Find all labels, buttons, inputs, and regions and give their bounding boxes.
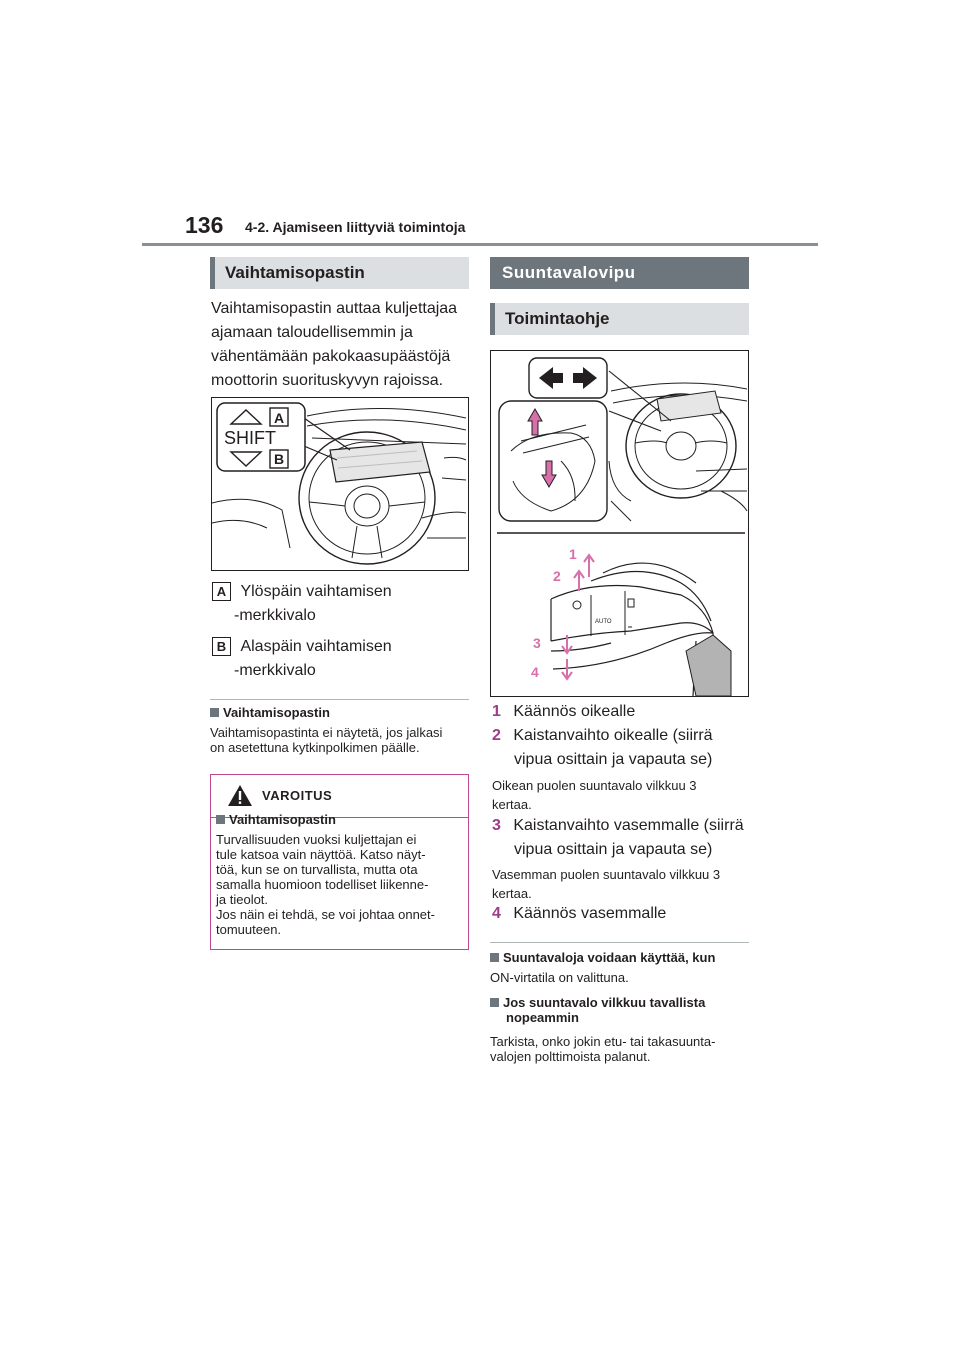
legend-item-b <box>212 635 392 683</box>
warning-text <box>216 832 435 937</box>
warning-line: Jos näin ei tehdä, se voi johtaa onnet- <box>216 907 435 922</box>
warning-heading <box>216 812 336 827</box>
notes-divider <box>490 942 749 943</box>
header-divider <box>142 243 818 246</box>
right-title-bar <box>490 257 749 289</box>
step-4 <box>492 902 666 926</box>
square-bullet-icon <box>490 998 499 1007</box>
figure-callout-b: B <box>274 451 285 467</box>
legend-item-a <box>212 580 392 628</box>
step-1 <box>492 700 635 724</box>
note-line: Vaihtamisopastinta ei näytetä, jos jalkasi <box>210 725 443 740</box>
note-text <box>490 1034 715 1064</box>
step-note-line: kertaa. <box>492 886 532 901</box>
warning-line: samalla huomioon todelliset liikenne- <box>216 877 429 892</box>
left-title-bar <box>210 257 469 289</box>
left-intro <box>211 297 457 393</box>
intro-line: moottorin suorituskyvyn rajoissa. <box>211 372 444 389</box>
turn-signal-illustration <box>491 351 748 696</box>
step-text: Käännös oikealle <box>513 703 636 720</box>
note-divider <box>210 699 469 700</box>
figure-number-2: 2 <box>553 568 561 584</box>
step-note-line: Vasemman puolen suuntavalo vilkkuu 3 <box>492 867 721 882</box>
warning-line: Turvallisuuden vuoksi kuljettajan ei <box>216 832 417 847</box>
step-text: Kaistanvaihto oikealle (siirrä <box>513 727 713 744</box>
note-heading <box>210 705 330 720</box>
warning-triangle-icon <box>227 784 253 807</box>
step-number: 1 <box>492 703 501 720</box>
legend-key-a: A <box>212 582 231 601</box>
step-text: vipua osittain ja vapauta se) <box>514 841 713 858</box>
legend-key-b: B <box>212 637 231 656</box>
square-bullet-icon <box>490 953 499 962</box>
step-3 <box>492 814 744 862</box>
note-text <box>210 725 442 755</box>
step-note-line: kertaa. <box>492 797 532 812</box>
note-text: ON-virtatila on valittuna. <box>490 970 629 985</box>
figure-number-4: 4 <box>531 664 539 680</box>
page-number: 136 <box>185 212 224 238</box>
figure-number-1: 1 <box>569 546 577 562</box>
right-subtitle-bar <box>490 303 749 335</box>
figure-callout-a: A <box>274 410 285 426</box>
section-title: 4-2. Ajamiseen liittyviä toimintoja <box>245 219 466 235</box>
note-line: on asetettuna kytkinpolkimen päälle. <box>210 740 420 755</box>
shift-label: SHIFT <box>224 428 276 448</box>
note-heading-text: Jos suuntavalo vilkkuu tavallista <box>503 995 706 1010</box>
step-text: vipua osittain ja vapauta se) <box>514 751 713 768</box>
shift-indicator-figure <box>211 397 469 571</box>
right-title: Suuntavalovipu <box>502 263 636 282</box>
step-2-note <box>492 776 697 814</box>
right-subtitle: Toimintaohje <box>505 309 610 328</box>
legend-text: Ylöspäin vaihtamisen <box>240 583 392 600</box>
note-heading-text: Vaihtamisopastin <box>223 705 330 720</box>
legend-text: Alaspäin vaihtamisen <box>240 638 392 655</box>
warning-box <box>210 774 469 950</box>
step-number: 2 <box>492 727 501 744</box>
intro-line: ajamaan taloudellisemmin ja <box>211 324 413 341</box>
warning-line: töä, kun se on turvallista, mutta ota <box>216 862 418 877</box>
warning-title: VAROITUS <box>262 788 333 803</box>
step-text: Kaistanvaihto vasemmalle (siirrä <box>513 817 744 834</box>
intro-line: vähentämään pakokaasupäästöjä <box>211 348 451 365</box>
dashboard-illustration <box>212 398 468 570</box>
square-bullet-icon <box>216 815 225 824</box>
note-heading-text: Suuntavaloja voidaan käyttää, kun <box>503 950 716 965</box>
step-text: Käännös vasemmalle <box>513 905 667 922</box>
note-heading-text: nopeammin <box>506 1010 579 1025</box>
note-line: Tarkista, onko jokin etu- tai takasuunta- <box>490 1034 716 1049</box>
legend-text: -merkkivalo <box>234 662 316 679</box>
turn-signal-figure <box>490 350 749 697</box>
square-bullet-icon <box>210 708 219 717</box>
left-title: Vaihtamisopastin <box>225 263 365 282</box>
intro-line: Vaihtamisopastin auttaa kuljettajaa <box>211 300 458 317</box>
step-3-note <box>492 865 720 903</box>
figure-number-3: 3 <box>533 635 541 651</box>
warning-line: ja tieolot. <box>216 892 269 907</box>
step-number: 4 <box>492 905 501 922</box>
step-note-line: Oikean puolen suuntavalo vilkkuu 3 <box>492 778 697 793</box>
note-line: valojen polttimoista palanut. <box>490 1049 651 1064</box>
step-2 <box>492 724 713 772</box>
legend-text: -merkkivalo <box>234 607 316 624</box>
warning-heading-text: Vaihtamisopastin <box>229 812 336 827</box>
note-heading <box>490 950 715 965</box>
warning-line: tule katsoa vain näyttöä. Katso näyt- <box>216 847 426 862</box>
auto-label: AUTO <box>595 619 612 625</box>
step-number: 3 <box>492 817 501 834</box>
warning-line: tomuuteen. <box>216 922 282 937</box>
note-heading <box>490 995 705 1025</box>
